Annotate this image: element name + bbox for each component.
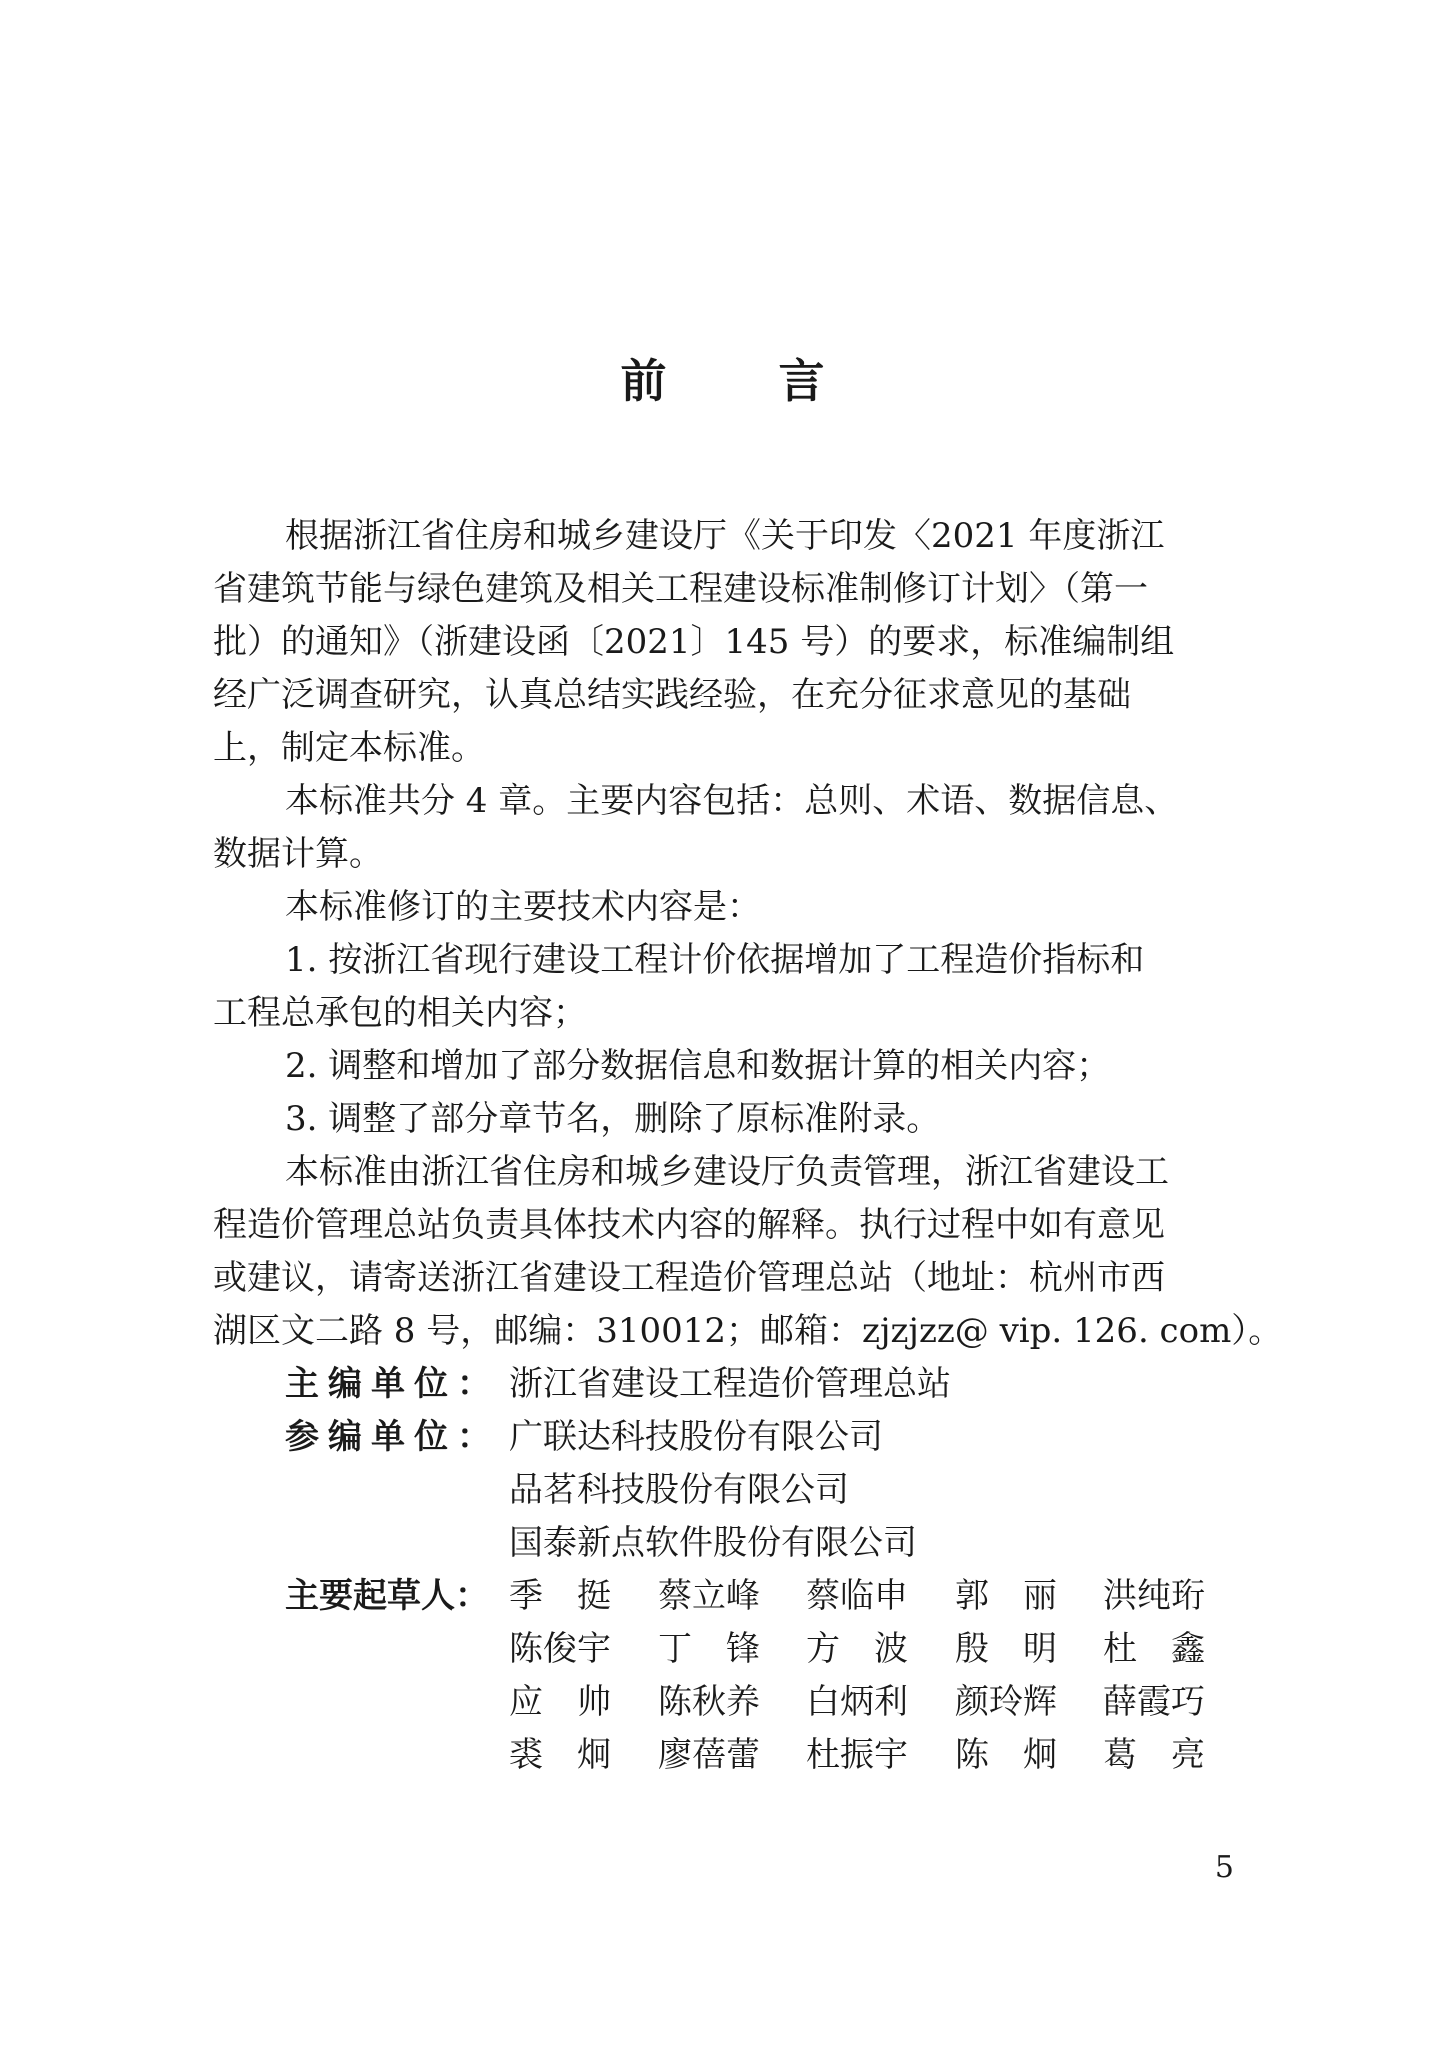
text-line: 湖区文二路 8 号，邮编：310012；邮箱：zjzjzz@ vip. 126. com）。 xyxy=(213,1311,1283,1351)
chief-unit xyxy=(213,1358,1253,1411)
drafters xyxy=(213,1570,1253,1782)
paragraph-basis xyxy=(213,510,1253,775)
title-char-left: 前 xyxy=(620,354,669,408)
text-line: 本标准由浙江省住房和城乡建设厅负责管理，浙江省建设工 xyxy=(285,1152,1169,1192)
drafter-name: 蔡临申 xyxy=(806,1576,908,1616)
paragraph-management xyxy=(213,1146,1283,1358)
text-line: 经广泛调查研究，认真总结实践经验，在充分征求意见的基础 xyxy=(213,675,1131,715)
paragraph-revision-intro xyxy=(213,881,1253,934)
text-line: 根据浙江省住房和城乡建设厅《关于印发〈2021 年度浙江 xyxy=(285,516,1165,556)
drafter-name: 陈秋养 xyxy=(658,1682,760,1722)
drafter-name: 陈 炯 xyxy=(955,1735,1057,1775)
drafter-name: 陈俊宇 xyxy=(509,1629,611,1669)
text-line: 本标准共分 4 章。主要内容包括：总则、术语、数据信息、 xyxy=(285,781,1179,821)
text-line: 数据计算。 xyxy=(213,834,383,874)
drafters-row xyxy=(509,1729,1249,1782)
text-line: 本标准修订的主要技术内容是： xyxy=(285,887,761,927)
participating-unit-value: 国泰新点软件股份有限公司 xyxy=(509,1523,917,1563)
drafters-grid xyxy=(509,1570,1249,1782)
drafter-name: 白炳利 xyxy=(806,1682,908,1722)
drafter-name: 郭 丽 xyxy=(955,1576,1057,1616)
drafters-label: 主要起草人： xyxy=(285,1576,489,1616)
drafter-name: 殷 明 xyxy=(955,1629,1057,1669)
text-line: 3. 调整了部分章节名，删除了原标准附录。 xyxy=(285,1099,941,1139)
text-line: 批）的通知》（浙建设函〔2021〕145 号）的要求，标准编制组 xyxy=(213,622,1175,662)
drafter-name: 应 帅 xyxy=(509,1682,611,1722)
drafter-name: 裘 炯 xyxy=(509,1735,611,1775)
text-line: 或建议，请寄送浙江省建设工程造价管理总站（地址：杭州市西 xyxy=(213,1258,1165,1298)
page-number: 5 xyxy=(1214,1850,1234,1885)
participating-unit-value: 广联达科技股份有限公司 xyxy=(509,1417,883,1457)
drafters-row xyxy=(509,1676,1249,1729)
drafter-name: 蔡立峰 xyxy=(658,1576,760,1616)
paragraph-revision-item-3 xyxy=(213,1093,1253,1146)
title-char-right: 言 xyxy=(778,354,827,408)
drafters-row xyxy=(509,1570,1249,1623)
drafter-name: 季 挺 xyxy=(509,1576,611,1616)
drafter-name: 葛 亮 xyxy=(1103,1735,1205,1775)
drafter-name: 杜 鑫 xyxy=(1103,1629,1205,1669)
participating-units-label: 参编单位： xyxy=(285,1417,500,1457)
document-body xyxy=(213,510,1283,1782)
participating-unit xyxy=(213,1517,1253,1570)
paragraph-revision-item-1 xyxy=(213,934,1253,1040)
paragraph-chapters xyxy=(213,775,1253,881)
paragraph-revision-item-2 xyxy=(213,1040,1253,1093)
drafter-name: 廖蓓蕾 xyxy=(658,1735,760,1775)
drafter-name: 杜振宇 xyxy=(806,1735,908,1775)
participating-unit-value: 品茗科技股份有限公司 xyxy=(509,1470,849,1510)
chief-unit-label: 主编单位： xyxy=(285,1364,500,1404)
drafter-name: 丁 锋 xyxy=(658,1629,760,1669)
participating-unit xyxy=(213,1411,1253,1464)
drafter-name: 薛霞巧 xyxy=(1103,1682,1205,1722)
text-line: 1. 按浙江省现行建设工程计价依据增加了工程造价指标和 xyxy=(285,940,1145,980)
page-title xyxy=(0,345,1447,411)
drafter-name: 颜玲辉 xyxy=(955,1682,1057,1722)
text-line: 工程总承包的相关内容； xyxy=(213,993,587,1033)
drafter-name: 洪纯珩 xyxy=(1103,1576,1205,1616)
text-line: 程造价管理总站负责具体技术内容的解释。执行过程中如有意见 xyxy=(213,1205,1165,1245)
text-line: 2. 调整和增加了部分数据信息和数据计算的相关内容； xyxy=(285,1046,1111,1086)
chief-unit-value: 浙江省建设工程造价管理总站 xyxy=(509,1364,951,1404)
participating-unit xyxy=(213,1464,1253,1517)
text-line: 上，制定本标准。 xyxy=(213,728,485,768)
drafter-name: 方 波 xyxy=(806,1629,908,1669)
drafters-row xyxy=(509,1623,1249,1676)
text-line: 省建筑节能与绿色建筑及相关工程建设标准制修订计划〉（第一 xyxy=(213,569,1148,609)
